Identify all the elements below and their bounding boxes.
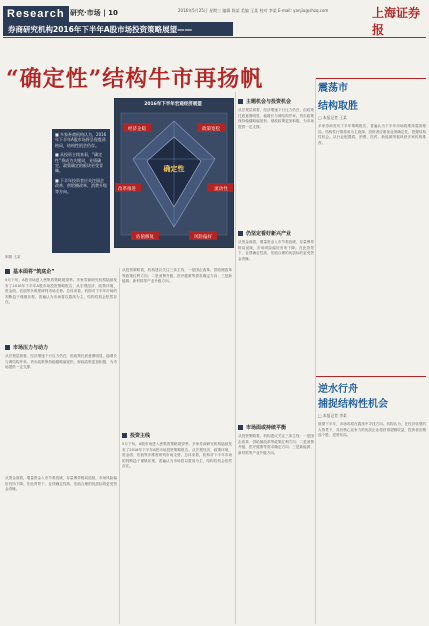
summary-point: ■ 多家券商机构认为，2016年下半年A股市场将呈现震荡格局，结构性机会仍存。 bbox=[55, 132, 107, 148]
edition-meta: 2016年5月25日 星期三 编辑 陈某 美编 王某 校对 李某 E-mail: yanjiu@shzq.com bbox=[178, 8, 329, 13]
infographic bbox=[114, 98, 234, 248]
kicker-text: 券商研究机构2016年下半年A股市场投资策略展望—— bbox=[8, 25, 193, 34]
left-subhead-1: 基本面将“筑底企” bbox=[5, 268, 55, 275]
chart-item-label: 经济企稳 bbox=[128, 127, 146, 132]
col3-subhead-3: 市场面或持续平衡 bbox=[238, 424, 286, 431]
sidebar-title-2b: 捕捉结构性机会 bbox=[318, 399, 388, 410]
col3-subhead-1: 主题机会与投资机会 bbox=[238, 98, 291, 105]
summary-point: ■ 下半年投资者应关注国企改革、供给侧改革、消费升级等方向。 bbox=[55, 177, 107, 194]
infographic-svg bbox=[115, 99, 233, 247]
infographic-title: 2016年下半年宏观经济展望 bbox=[144, 102, 202, 107]
graphic-credit: 制图 王某 bbox=[5, 255, 21, 259]
col3-paragraph-3: 从投资策略看，机构建议关注三条主线：一是国企改革、供给侧改革等政策红利方向；二是消费升级、医疗健康等需求确定方向；三是新能源、新材料等产业升级方向。 bbox=[238, 434, 314, 455]
chart-item-label: 政策宽松 bbox=[202, 127, 220, 132]
chart-item-label: 流动性 bbox=[214, 187, 228, 192]
chart-item-label: 估值修复 bbox=[136, 235, 154, 240]
chart-item-label: 风险偏好 bbox=[194, 235, 212, 240]
col3-paragraph-2: 从资金面看，增量资金入市节奏放缓，存量博弈格局延续，市场风险偏好有所下降。在此背景下，业绩确定性高、估值合理的优质标的更受资金青睐。 bbox=[238, 240, 314, 261]
sidebar-title-2: 逆水行舟 bbox=[318, 384, 358, 395]
article-headline: “确定性”结构牛市再扬帆 bbox=[6, 66, 264, 92]
sidebar-title-1b: 结构取胜 bbox=[318, 101, 358, 112]
chart-item-label: 改革推进 bbox=[118, 187, 136, 192]
newspaper-masthead: 上海证券报 bbox=[372, 6, 421, 37]
col3-subhead-2: 仍坚定看好新兴产业 bbox=[238, 230, 291, 237]
sidebar-paragraph-1: 多家券商发布下半年策略报告，普遍认为下半年市场将维持震荡格局，结构性行情将成为主旋律。投资者应重视业绩确定性，把握结构性机会。从行业配置看，消费、医药、新能源等板块获多家机构推荐。 bbox=[318, 124, 426, 145]
left-paragraph-2: 从宏观层面看，经济增速下行压力仍在，但政策托底意图明显，稳增长与调结构并举。货币政策保持稳健略偏宽松，财政政策更加积极，为市场提供一定支撑。 bbox=[5, 354, 117, 369]
sidebar-paragraph-2: 展望下半年，市场或将在震荡中寻找方向。机构认为，在经济转型的大背景下，具有核心竞争力的优质企业将获得超额收益，投资者应精选个股，逆势布局。 bbox=[318, 422, 426, 437]
col2-subhead: 投资主线 bbox=[122, 432, 150, 439]
chart-center-label: 确定性 bbox=[163, 165, 185, 173]
section-logo: Research bbox=[3, 6, 69, 22]
sidebar-byline-1: □ 本报记者 王某 bbox=[318, 115, 347, 120]
left-paragraph-3: 从资金面看，增量资金入市节奏放缓，存量博弈格局延续，市场风险偏好有所下降。在此背景下，业绩确定性高、估值合理的优质标的更受资金青睐。 bbox=[5, 476, 117, 491]
sidebar-byline-2: □ 本报记者 李某 bbox=[318, 413, 347, 418]
summary-point: ■ 从投资主线来看，“确定性”将成为关键词，业绩确定、政策确定的板块更受青睐。 bbox=[55, 152, 103, 174]
summary-box bbox=[52, 129, 110, 253]
col2-paragraph-1: 从投资策略看，机构建议关注三条主线：一是国企改革、供给侧改革等政策红利方向；二是消费升级、医疗健康等需求确定方向；三是新能源、新材料等产业升级方向。 bbox=[122, 268, 232, 283]
section-label: 研究·市场 | 10 bbox=[70, 9, 118, 17]
col2-paragraph-2: 5月下旬，A股市场进入密集的策略展望季。多家券商研究机构陆续发布了2016年下半年A股市场投资策略报告，从宏观经济、政策环境、资金面、估值等多维度研判市场走势。总体来看，机构对下半年市场的判断趋于谨慎乐观，普遍认为市场将以震荡为主，结构性机会依然存在。 bbox=[122, 442, 232, 468]
page-header bbox=[0, 0, 429, 38]
left-paragraph-1: 5月下旬，A股市场进入密集的策略展望季。多家券商研究机构陆续发布了2016年下半年A股市场投资策略报告，从宏观经济、政策环境、资金面、估值等多维度研判市场走势。总体来看，机构对下半年市场的判断趋于谨慎乐观，普遍认为市场将以震荡为主，结构性机会依然存在。 bbox=[5, 278, 117, 304]
sidebar-title-1: 震荡市 bbox=[318, 83, 348, 94]
header-rule bbox=[3, 37, 426, 38]
left-subhead-2: 市场压力与动力 bbox=[5, 344, 48, 351]
col3-paragraph-1: 从宏观层面看，经济增速下行压力仍在，但政策托底意图明显，稳增长与调结构并举。货币政策保持稳健略偏宽松，财政政策更加积极，为市场提供一定支撑。 bbox=[238, 108, 314, 129]
